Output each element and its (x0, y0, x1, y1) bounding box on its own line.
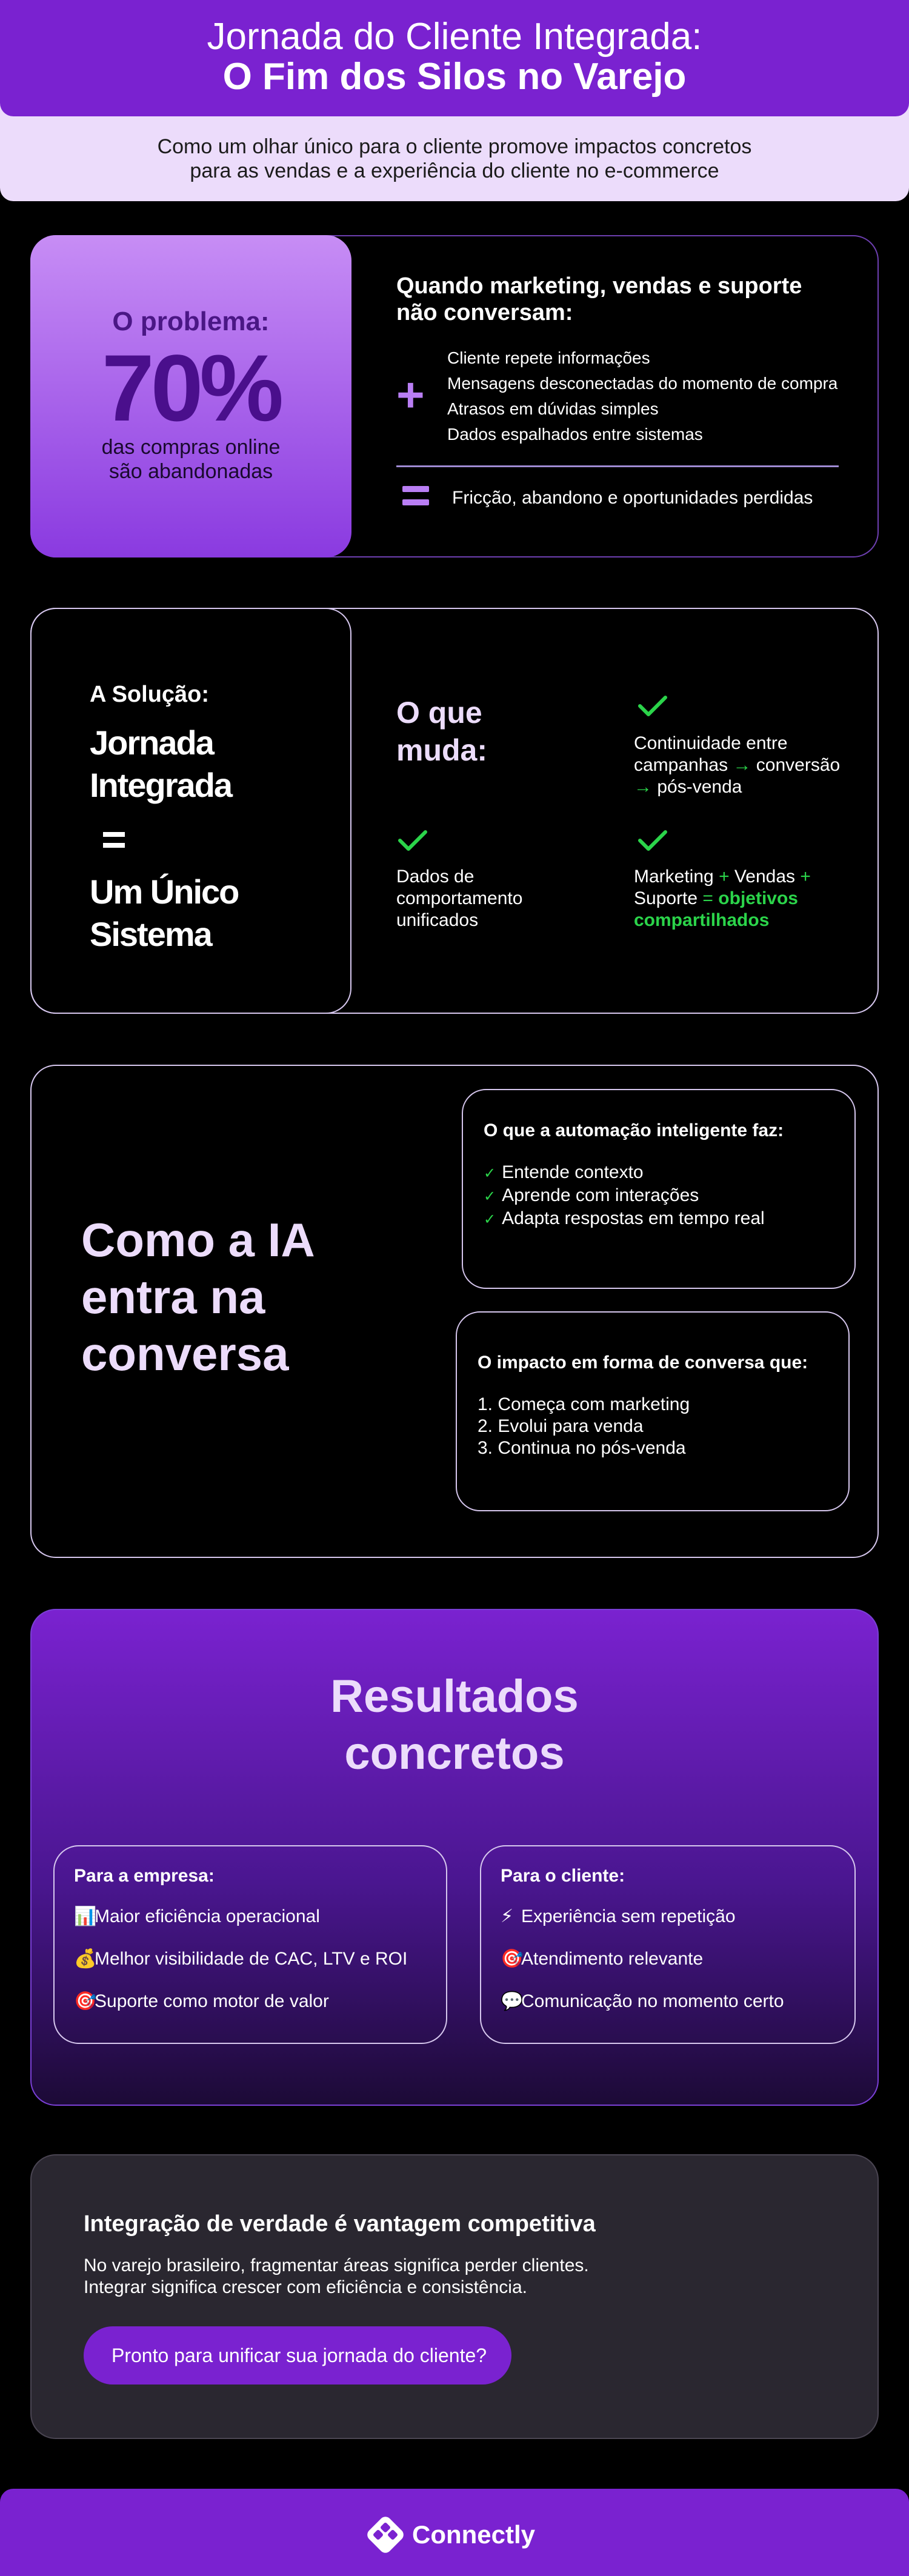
problem-stat-box (30, 235, 351, 557)
closing-section (30, 2154, 879, 2439)
closing-title: Integração de verdade é vantagem competitiva (84, 2211, 596, 2237)
client-results-box (480, 1845, 856, 2044)
client-results-title: Para o cliente: (501, 1866, 625, 1886)
automation-box (462, 1089, 856, 1289)
change-text (634, 866, 811, 888)
equals-icon: = (702, 888, 713, 908)
connectly-logo-icon (367, 2517, 404, 2553)
list-item-text: Aprende com interações (502, 1185, 699, 1205)
equals-icon (103, 832, 125, 854)
problem-heading-line2: não conversam: (396, 300, 573, 325)
check-icon: ✓ (484, 1211, 496, 1228)
list-item (501, 1991, 784, 2012)
list-item-text: Experiência sem repetição (521, 1906, 736, 1926)
solution-result-line1: Um Único (90, 873, 239, 911)
results-heading-line1: Resultados (330, 1671, 579, 1722)
list-item (484, 1162, 765, 1185)
list-item-text: Atendimento relevante (521, 1949, 704, 1969)
list-item-text: Suporte como motor de valor (95, 1991, 329, 2011)
text-span: Marketing (634, 867, 719, 887)
plus-icon: + (800, 867, 811, 887)
impact-box (456, 1311, 850, 1511)
change-text (634, 776, 840, 798)
changes-heading (396, 694, 487, 769)
ai-heading-line3: conversa (81, 1327, 289, 1380)
divider (396, 465, 839, 467)
list-item: Atrasos em dúvidas simples (447, 399, 659, 418)
changes-heading-line1: O que (396, 696, 482, 730)
impact-title: O impacto em forma de conversa que: (478, 1353, 808, 1373)
text-span: campanhas (634, 755, 733, 775)
text-span: pós-venda (652, 777, 742, 797)
change-text: comportamento (396, 888, 523, 908)
check-icon (636, 694, 669, 718)
problem-desc-line1: das compras online (101, 436, 281, 459)
arrow-icon: → (634, 777, 652, 797)
problem-heading (396, 273, 802, 326)
list-item: 3. Continua no pós-venda (478, 1438, 686, 1458)
list-item (74, 1948, 407, 1970)
check-icon (396, 828, 429, 853)
check-icon: ✓ (484, 1188, 496, 1205)
list-item: Cliente repete informações (447, 348, 650, 367)
brand-name: Connectly (412, 2520, 536, 2549)
footer (0, 2489, 909, 2576)
change-text: Dados de (396, 867, 474, 887)
cta-button[interactable]: Pronto para unificar sua jornada do cliente? (84, 2326, 511, 2385)
text-span: conversão (751, 755, 841, 775)
text-span: Suporte (634, 888, 703, 908)
list-item (501, 1948, 703, 1970)
money-bag-icon: 💰 (74, 1949, 97, 1969)
ai-heading-line2: entra na (81, 1270, 265, 1323)
plus-icon: + (396, 368, 425, 422)
list-item: 1. Começa com marketing (478, 1394, 690, 1414)
target-icon: 🎯 (501, 1949, 524, 1969)
change-text: Continuidade entre (634, 733, 788, 753)
ai-heading (81, 1211, 315, 1382)
plus-icon: + (719, 867, 730, 887)
lightning-icon: ⚡ (501, 1906, 514, 1926)
subtitle-line1: Como um olhar único para o cliente promove impactos concretos (157, 135, 752, 158)
list-item (74, 1991, 329, 2012)
solution-label: A Solução: (90, 682, 210, 707)
company-results-title: Para a empresa: (74, 1866, 215, 1886)
list-item: Mensagens desconectadas do momento de compra (447, 374, 838, 393)
change-alignment (634, 866, 811, 931)
change-text: unificados (396, 910, 479, 930)
automation-title: O que a automação inteligente faz: (484, 1120, 784, 1140)
check-icon (636, 828, 669, 853)
list-item (484, 1185, 765, 1208)
problem-list (447, 345, 837, 447)
closing-text-line2: Integrar significa crescer com eficiência e consistência. (84, 2277, 527, 2297)
problem-section (30, 235, 879, 557)
problem-desc-line2: são abandonadas (108, 460, 273, 483)
ai-heading-line1: Como a IA (81, 1213, 315, 1266)
change-text: compartilhados (634, 910, 770, 930)
problem-label: O problema: (112, 307, 270, 336)
list-item: Dados espalhados entre sistemas (447, 425, 703, 444)
automation-list (484, 1162, 765, 1231)
list-item-text: Adapta respostas em tempo real (502, 1208, 765, 1228)
solution-title-line2: Integrada (90, 766, 232, 804)
target-icon: 🎯 (74, 1991, 97, 2011)
change-data (396, 866, 522, 931)
subtitle-bar (0, 103, 909, 201)
problem-result: Fricção, abandono e oportunidades perdidas (452, 488, 813, 508)
page-title-line1: Jornada do Cliente Integrada: (207, 16, 702, 58)
list-item-text: Entende contexto (502, 1162, 644, 1182)
closing-text-line1: No varejo brasileiro, fragmentar áreas significa perder clientes. (84, 2255, 589, 2275)
problem-percent: 70% (101, 336, 281, 441)
text-span: objetivos (713, 888, 798, 908)
arrow-icon: → (733, 755, 751, 775)
header-banner (0, 0, 909, 116)
list-item (484, 1208, 765, 1231)
list-item-text: Comunicação no momento certo (521, 1991, 784, 2011)
ai-section (30, 1065, 879, 1558)
problem-heading-line1: Quando marketing, vendas e suporte (396, 273, 802, 299)
solution-title-line1: Jornada (90, 724, 213, 762)
changes-heading-line2: muda: (396, 733, 487, 767)
solution-section (30, 608, 879, 1014)
results-heading (32, 1668, 877, 1782)
list-item-text: Maior eficiência operacional (95, 1906, 320, 1926)
results-section (30, 1609, 879, 2106)
page-title-line2: O Fim dos Silos no Varejo (222, 56, 687, 98)
text-span: Vendas (729, 867, 801, 887)
subtitle-line2: para as vendas e a experiência do cliente no e-commerce (190, 159, 719, 182)
list-item (74, 1906, 320, 1928)
impact-list (478, 1394, 690, 1459)
solution-result-line2: Sistema (90, 915, 211, 953)
list-item: 2. Evolui para venda (478, 1416, 644, 1436)
change-text (634, 888, 811, 910)
company-results-box (53, 1845, 447, 2044)
chart-icon: 📊 (74, 1906, 97, 1926)
change-continuity (634, 733, 840, 798)
change-text (634, 754, 840, 776)
equals-icon (402, 486, 429, 510)
list-item-text: Melhor visibilidade de CAC, LTV e ROI (95, 1949, 408, 1969)
list-item (501, 1906, 736, 1928)
results-heading-line2: concretos (344, 1728, 565, 1779)
speech-bubble-icon: 💬 (501, 1991, 524, 2011)
solution-box (30, 608, 351, 1014)
check-icon: ✓ (484, 1165, 496, 1182)
